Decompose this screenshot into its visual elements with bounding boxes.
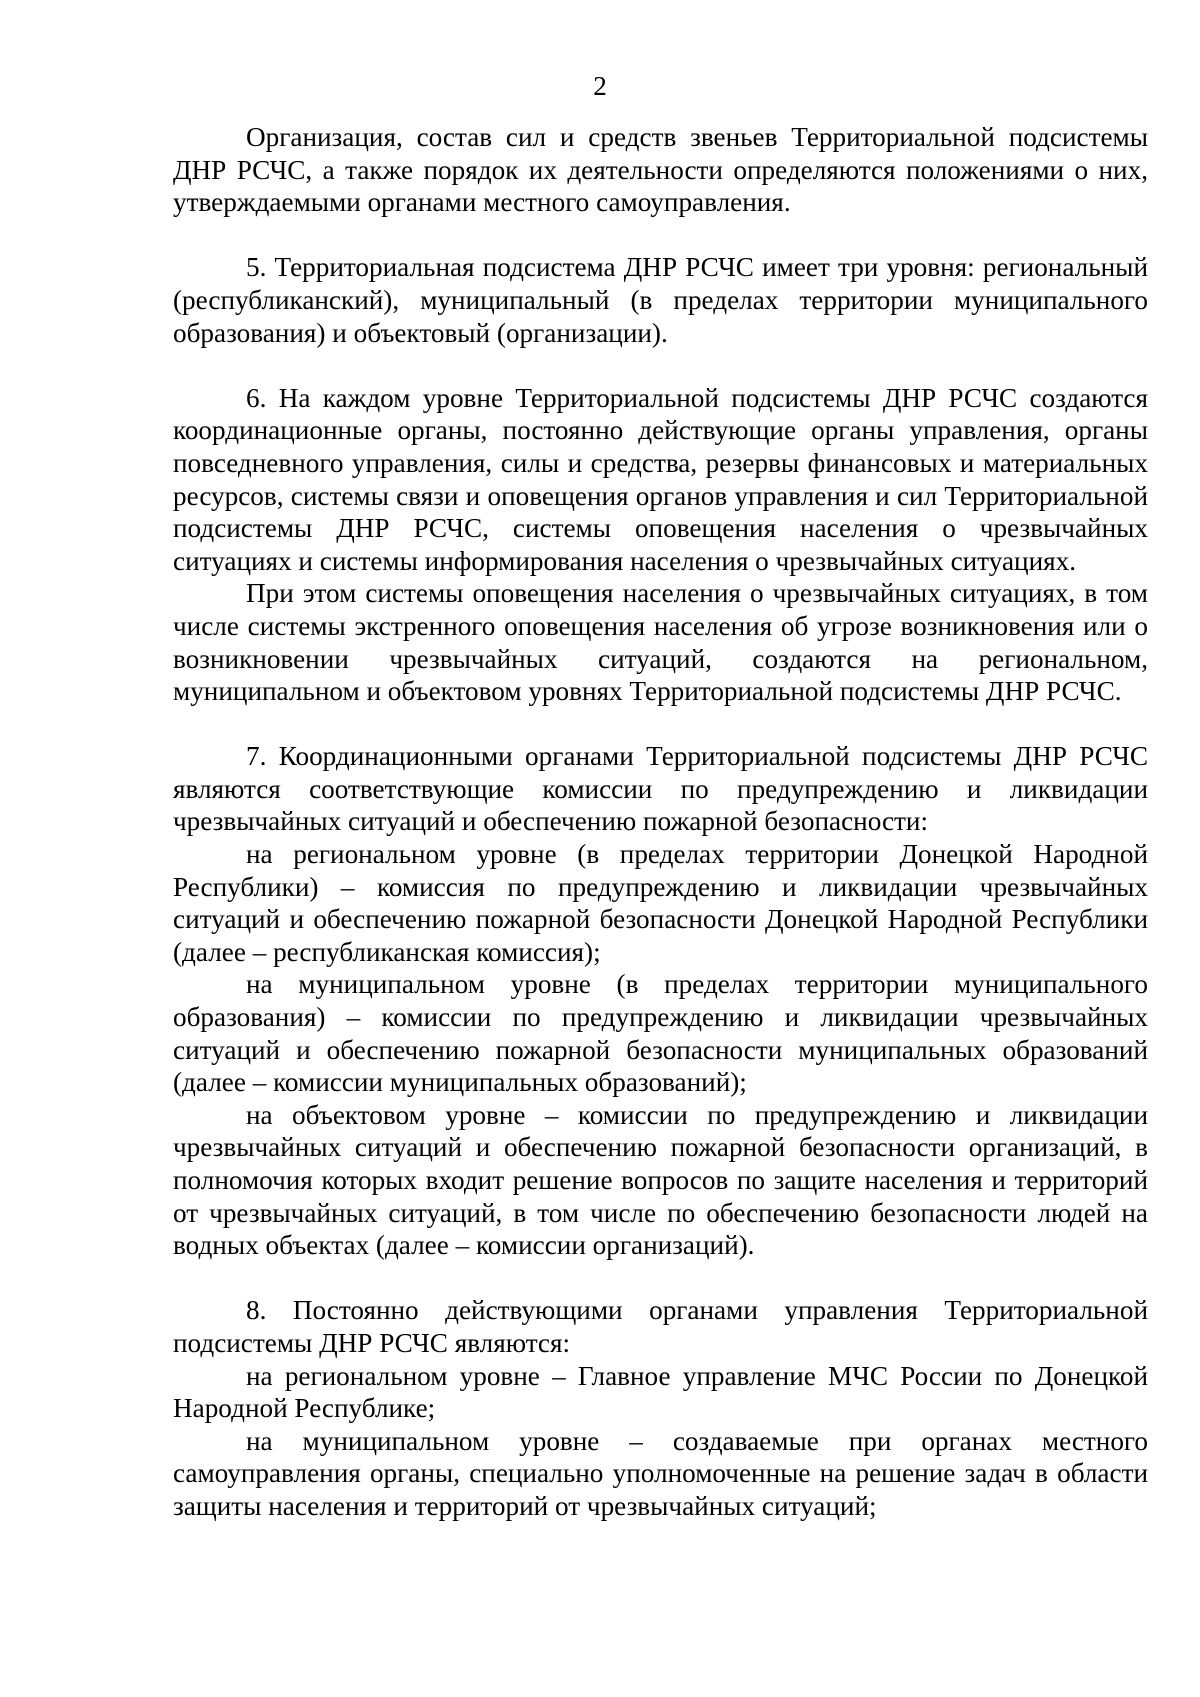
paragraph-7-object: на объектовом уровне – комиссии по предупреждению и ликвидации чрезвычайных ситуаций и обеспечению пожарной безопасности организаций, в полномочия которых входит решение вопросов по защите населения и территорий от чрезвычайных ситуаций, в том числе по обеспечению безопасности людей на водных объектах (далее – комиссии организаций). <box>173 1099 1148 1261</box>
page-number: 2 <box>593 71 607 101</box>
paragraph-7-municipal: на муниципальном уровне (в пределах территории муниципального образования) – комиссии по предупреждению и ликвидации чрезвычайных ситуаций и обеспечению пожарной безопасности муниципальных образований (далее – комиссии муниципальных образований); <box>173 969 1148 1098</box>
paragraph-8-municipal: на муниципальном уровне – создаваемые при органах местного самоуправления органы, специально уполномоченные на решение задач в области защиты населения и территорий от чрезвычайных ситуаций; <box>173 1425 1148 1521</box>
paragraph-7-regional: на региональном уровне (в пределах территории Донецкой Народной Республики) – комиссия по предупреждению и ликвидации чрезвычайных ситуаций и обеспечению пожарной безопасности Донецкой Народной Республики (далее – республиканская комиссия); <box>173 839 1148 967</box>
paragraph-7-coordination: 7. Координационными органами Территориальной подсистемы ДНР РСЧС являются соответствующие комиссии по предупреждению и ликвидации чрезвычайных ситуаций и обеспечению пожарной безопасности: <box>173 741 1148 837</box>
paragraph-6-warning-systems: При этом системы оповещения населения о чрезвычайных ситуациях, в том числе системы экстренного оповещения населения об угрозе возникновения или о возникновении чрезвычайных ситуаций, создаются на региональном, муниципальном и объектовом уровнях Территориальной подсистемы ДНР РСЧС. <box>173 578 1148 707</box>
paragraph-6-bodies: 6. На каждом уровне Территориальной подсистемы ДНР РСЧС создаются координационные органы, постоянно действующие органы управления, органы повседневного управления, силы и средства, резервы финансовых и материальных ресурсов, системы связи и оповещения органов управления и сил Территориальной подсистемы ДНР РСЧС, системы оповещения населения о чрезвычайных ситуациях и системы информирования населения о чрезвычайных ситуациях. <box>173 382 1148 576</box>
paragraph-8-regional: на региональном уровне – Главное управление МЧС России по Донецкой Народной Республике; <box>173 1360 1148 1424</box>
paragraph-organization: Организация, состав сил и средств звеньев Территориальной подсистемы ДНР РСЧС, а также порядок их деятельности определяются положениями о них, утверждаемыми органами местного самоуправления. <box>173 122 1148 218</box>
document-body <box>173 121 1148 1523</box>
paragraph-8-management: 8. Постоянно действующими органами управления Территориальной подсистемы ДНР РСЧС являются: <box>173 1295 1148 1358</box>
paragraph-5-levels: 5. Территориальная подсистема ДНР РСЧС имеет три уровня: региональный (республиканский), муниципальный (в пределах территории муниципального образования) и объектовый (организации). <box>173 252 1148 348</box>
